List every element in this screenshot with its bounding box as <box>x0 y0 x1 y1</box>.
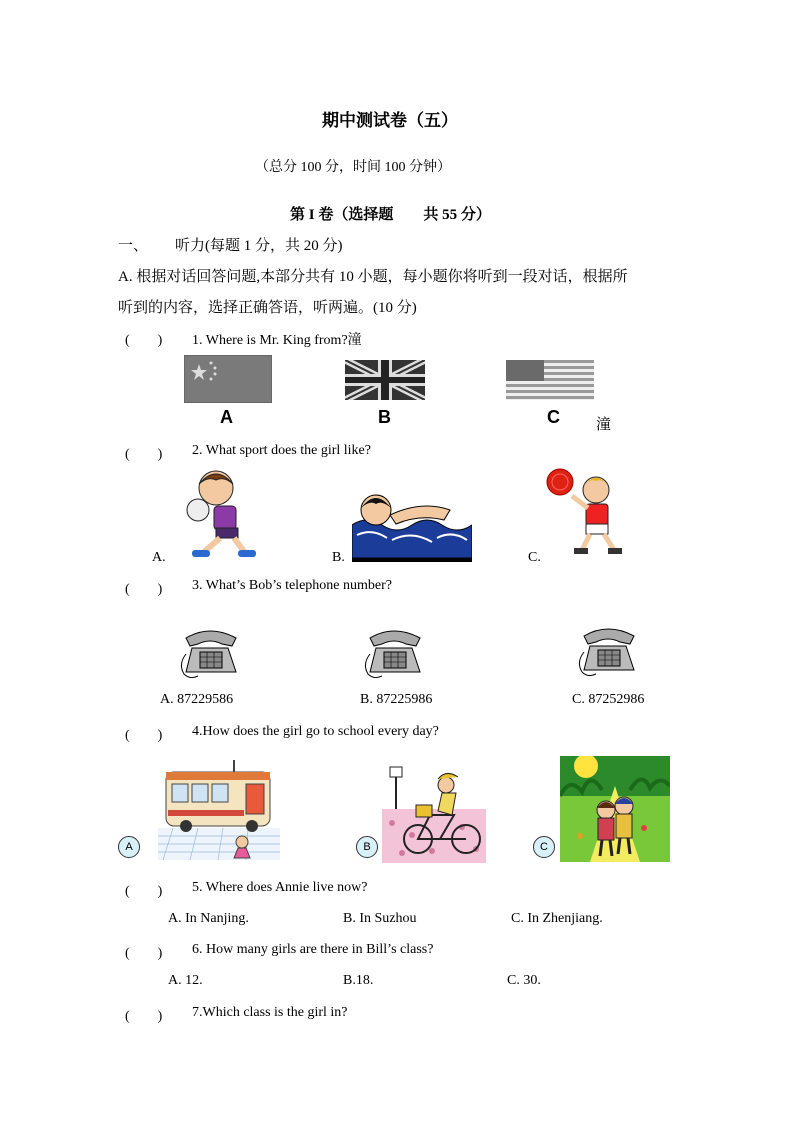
answer-paren[interactable]: ( ) <box>125 728 163 743</box>
page-subtitle: （总分 100 分，时间 100 分钟） <box>255 160 451 175</box>
answer-paren[interactable]: ( ) <box>125 1009 163 1024</box>
frisbee-boy-icon <box>542 468 622 560</box>
option-circle-c: C <box>533 836 555 858</box>
option-a: A. 87229586 <box>160 692 234 707</box>
uk-flag-icon <box>345 360 425 400</box>
option-label-a: A <box>220 407 233 427</box>
option-label-c: C. <box>528 550 541 565</box>
question-text: 6. How many girls are there in Bill’s class? <box>192 942 434 957</box>
option-label-b: B. <box>332 550 345 565</box>
option-a: A. 12. <box>168 973 203 988</box>
telephone-icon <box>576 622 640 678</box>
instruction-line-1: A. 根据对话回答问题,本部分共有 10 小题，每小题你将听到一段对话，根据所 <box>118 269 628 285</box>
question-text: 3. What’s Bob’s telephone number? <box>192 578 392 593</box>
section-number: 一、 <box>118 238 149 254</box>
volleyball-boy-icon <box>180 468 260 560</box>
answer-paren[interactable]: ( ) <box>125 447 163 462</box>
answer-paren[interactable]: ( ) <box>125 333 163 348</box>
section-label: 听力(每题 1 分，共 20 分) <box>175 238 343 254</box>
option-a: A. In Nanjing. <box>168 911 249 926</box>
option-label-b: B <box>378 407 391 427</box>
telephone-icon <box>178 624 242 680</box>
question-text: 7.Which class is the girl in? <box>192 1005 348 1020</box>
answer-paren[interactable]: ( ) <box>125 582 163 597</box>
china-flag-icon <box>184 355 272 403</box>
answer-paren[interactable]: ( ) <box>125 946 163 961</box>
walking-children-icon <box>560 756 670 862</box>
bus-icon <box>158 758 280 860</box>
option-b: B. In Suzhou <box>343 911 417 926</box>
usa-flag-icon <box>506 360 594 400</box>
option-label-a: A. <box>152 550 166 565</box>
option-circle-a: A <box>118 836 140 858</box>
question-text: 5. Where does Annie live now? <box>192 880 368 895</box>
option-b: B.18. <box>343 973 374 988</box>
instruction-line-2: 听到的内容，选择正确答语，听两遍。(10 分) <box>118 300 417 316</box>
part-heading: 第 I 卷（选择题 共 55 分） <box>290 207 491 223</box>
telephone-icon <box>362 624 426 680</box>
option-circle-b: B <box>356 836 378 858</box>
option-c: C. In Zhenjiang. <box>511 911 603 926</box>
swimming-girl-icon <box>352 480 472 562</box>
question-text: 1. Where is Mr. King from?潼 <box>192 333 362 348</box>
stray-character: 潼 <box>596 417 612 433</box>
page-title: 期中测试卷（五） <box>322 111 458 130</box>
option-c: C. 30. <box>507 973 541 988</box>
option-c: C. 87252986 <box>572 692 645 707</box>
bicycle-icon <box>382 765 486 863</box>
answer-paren[interactable]: ( ) <box>125 884 163 899</box>
question-text: 2. What sport does the girl like? <box>192 443 371 458</box>
option-label-c: C <box>547 407 560 427</box>
question-text: 4.How does the girl go to school every day? <box>192 724 439 739</box>
option-b: B. 87225986 <box>360 692 433 707</box>
